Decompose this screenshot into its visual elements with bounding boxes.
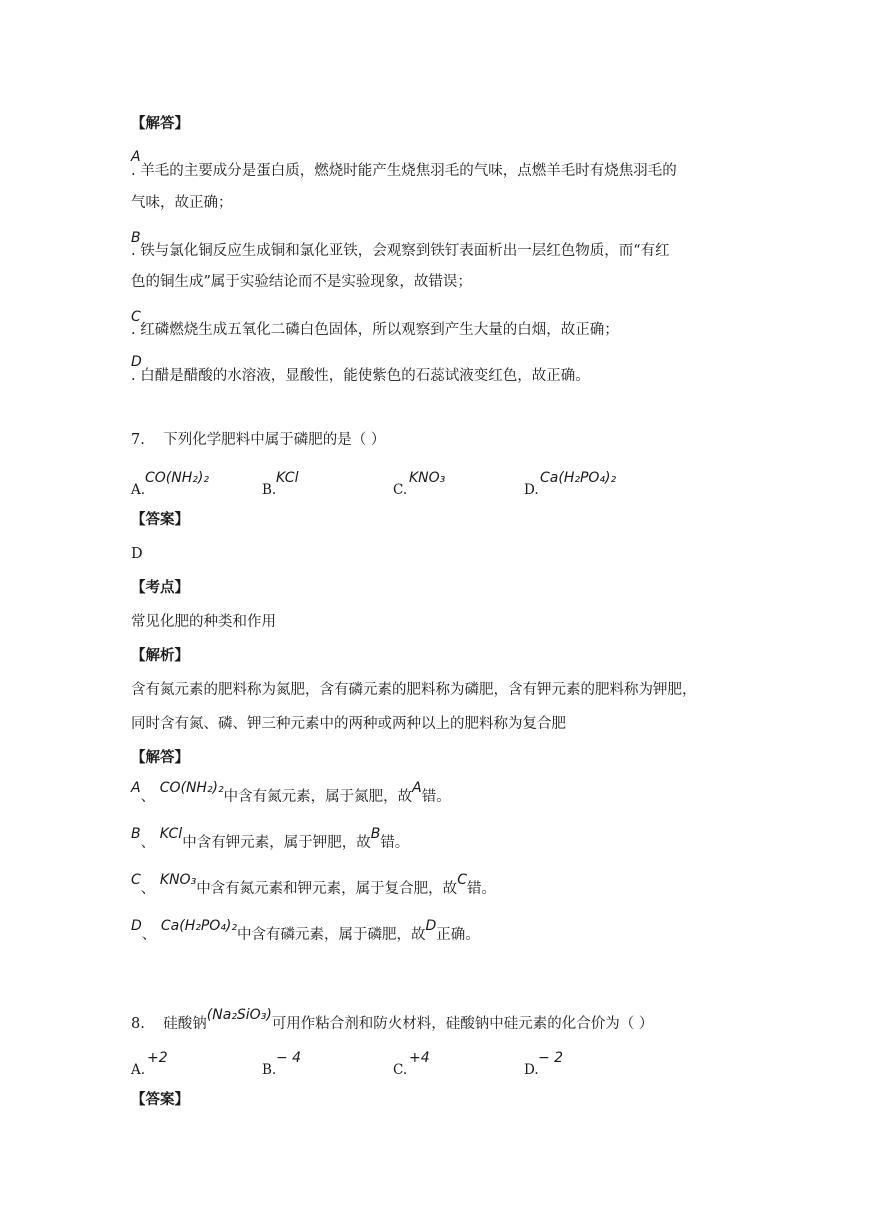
- q7-jieda-c-text: 中含有氮元素和钾元素，属于复合肥，故: [196, 881, 458, 897]
- q6-option-a-line2: 气味，故正确；: [131, 195, 233, 211]
- q7-option-d: [524, 470, 617, 498]
- q7-jieda-c-formula: KNO₃: [159, 872, 197, 888]
- q6-option-d-line1: . 白醋是醋酸的水溶液，显酸性，能使紫色的石蕊试液变红色，故正确。: [131, 368, 590, 384]
- q6-option-a-line1: . 羊毛的主要成分是蛋白质，燃烧时能产生烧焦羽毛的气味，点燃羊毛时有烧焦羽毛的: [131, 163, 677, 179]
- q7-jieda-b-formula: KCl: [159, 826, 183, 842]
- q7-jieda-a-ref: A: [412, 780, 422, 796]
- q7-jieda-a-sep: 、: [140, 789, 156, 805]
- q8-option-a-label: A.: [131, 1062, 146, 1078]
- q7-answer: D: [131, 546, 143, 562]
- q7-jieda-b-letter: B: [131, 826, 141, 842]
- q7-jieda-b-sep: 、: [140, 835, 156, 851]
- q7-jieda-header: 【解答】: [131, 749, 189, 766]
- q7-jiexi-line1: 含有氮元素的肥料称为氮肥，含有磷元素的肥料称为磷肥，含有钾元素的肥料称为钾肥，: [131, 682, 697, 698]
- q7-jieda-c-letter: C: [131, 872, 141, 888]
- q6-option-b-letter: B: [131, 230, 141, 246]
- q6-option-c-letter: C: [131, 309, 141, 325]
- q7-jieda-d: [131, 918, 480, 945]
- q8-stem-before: 硅酸钠: [163, 1016, 207, 1032]
- q7-number: 7.: [131, 432, 145, 448]
- q8-option-d-label: D.: [524, 1062, 539, 1078]
- q8-option-b-label: B.: [262, 1062, 277, 1078]
- q7-option-d-label: D.: [524, 482, 539, 498]
- q7-jieda-a-tail: 错。: [421, 789, 451, 805]
- q8-option-b-value: − 4: [276, 1050, 302, 1066]
- q7-jieda-a-letter: A: [131, 780, 141, 796]
- q7-kaodian: 常见化肥的种类和作用: [131, 614, 276, 630]
- q6-option-a-letter: A: [131, 149, 141, 165]
- q8-option-c-label: C.: [393, 1062, 408, 1078]
- q7-option-a: [131, 470, 209, 498]
- q7-jieda-c-tail: 错。: [466, 881, 496, 897]
- q7-option-c-label: C.: [393, 482, 408, 498]
- q7-option-b: [262, 470, 299, 498]
- q7-jieda-d-text: 中含有磷元素，属于磷肥，故: [237, 927, 426, 943]
- q6-option-d-letter: D: [131, 354, 142, 370]
- q7-jieda-a-text: 中含有氮元素，属于氮肥，故: [223, 789, 413, 805]
- q7-option-a-label: A.: [131, 482, 146, 498]
- q6-option-c-line1: . 红磷燃烧生成五氧化二磷白色固体，所以观察到产生大量的白烟，故正确；: [131, 322, 619, 338]
- q7-jieda-d-sep: 、: [141, 927, 157, 943]
- q7-jieda-b-ref: B: [370, 826, 381, 842]
- q7-option-c: [393, 470, 446, 498]
- q7-kaodian-header: 【考点】: [131, 579, 189, 596]
- q7-jieda-c: [131, 872, 496, 899]
- q7-jieda-d-letter: D: [131, 918, 142, 934]
- q6-answer-header: 【解答】: [131, 115, 189, 132]
- q7-jieda-c-sep: 、: [140, 881, 156, 897]
- q7-jiexi-line2: 同时含有氮、磷、钾三种元素中的两种或两种以上的肥料称为复合肥: [131, 716, 566, 732]
- q8-option-d: [524, 1050, 564, 1078]
- q7-option-b-label: B.: [262, 482, 277, 498]
- q7-jieda-b-tail: 错。: [380, 835, 410, 851]
- q8-answer-header: 【答案】: [131, 1091, 189, 1108]
- q6-option-b-line1: . 铁与氯化铜反应生成铜和氯化亚铁，会观察到铁钉表面析出一层红色物质，而“有红: [131, 243, 670, 259]
- q7-jieda-c-ref: C: [457, 872, 467, 888]
- q7-stem-text: 下列化学肥料中属于磷肥的是（ ）: [163, 432, 386, 448]
- q8-stem-after: 可用作粘合剂和防火材料，硅酸钠中硅元素的化合价为（ ）: [271, 1016, 654, 1032]
- q8-option-c: [393, 1050, 430, 1078]
- q8-option-d-value: − 2: [538, 1050, 564, 1066]
- q7-jieda-b-text: 中含有钾元素，属于钾肥，故: [182, 835, 371, 851]
- q7-jieda-d-ref: D: [425, 918, 437, 934]
- q8-option-c-value: +4: [409, 1050, 430, 1066]
- q7-jiexi-header: 【解析】: [131, 647, 189, 664]
- q8-stem: [131, 1007, 654, 1034]
- q7-jieda-d-tail: 正确。: [436, 927, 480, 943]
- q8-option-a: [131, 1050, 168, 1078]
- q8-stem-formula: (Na₂SiO₃): [206, 1007, 272, 1023]
- q8-option-b: [262, 1050, 302, 1078]
- q7-option-a-formula: CO(NH₂)₂: [145, 470, 209, 486]
- q7-option-d-formula: Ca(H₂PO₄)₂: [540, 470, 617, 486]
- q7-jieda-b: [131, 826, 410, 853]
- q7-jieda-a: [131, 780, 451, 807]
- q7-jieda-a-formula: CO(NH₂)₂: [159, 780, 224, 796]
- q7-option-c-formula: KNO₃: [409, 470, 446, 486]
- q7-stem: [131, 430, 385, 450]
- q6-option-b-line2: 色的铜生成”属于实验结论而不是实验现象，故错误；: [131, 274, 472, 290]
- q8-option-a-value: +2: [147, 1050, 168, 1066]
- q8-number: 8.: [131, 1016, 145, 1032]
- q7-jieda-d-formula: Ca(H₂PO₄)₂: [160, 918, 237, 934]
- q7-option-b-formula: KCl: [276, 470, 299, 486]
- q7-answer-header: 【答案】: [131, 511, 189, 528]
